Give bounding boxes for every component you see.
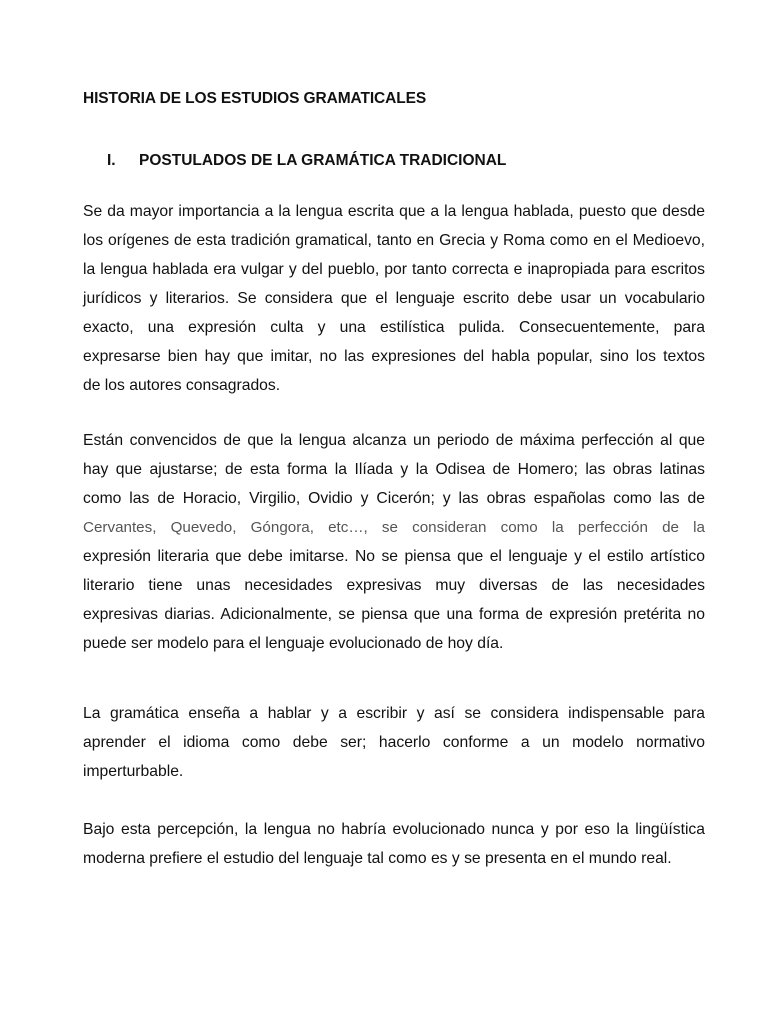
paragraph-line: los orígenes de esta tradición gramatical, tanto en Grecia y Roma como en el Medioevo, <box>83 232 705 249</box>
paragraph-2 <box>83 426 705 658</box>
paragraph-line: Cervantes, Quevedo, Góngora, etc…, se consideran como la perfección de la <box>83 519 705 536</box>
paragraph-line: expresarse bien hay que imitar, no las expresiones del habla popular, sino los textos <box>83 348 705 365</box>
paragraph-line: de los autores consagrados. <box>83 377 281 394</box>
paragraph-line: Se da mayor importancia a la lengua escrita que a la lengua hablada, puesto que desde <box>83 203 705 220</box>
paragraph-line: moderna prefiere el estudio del lenguaje tal como es y se presenta en el mundo real. <box>83 850 672 867</box>
paragraph-line: Están convencidos de que la lengua alcanza un periodo de máxima perfección al que <box>83 432 705 449</box>
paragraph-line: imperturbable. <box>83 763 184 780</box>
paragraph-4 <box>83 815 705 873</box>
document-title: HISTORIA DE LOS ESTUDIOS GRAMATICALES <box>83 90 427 107</box>
section-title: POSTULADOS DE LA GRAMÁTICA TRADICIONAL <box>139 152 507 169</box>
paragraph-line: literario tiene unas necesidades expresivas muy diversas de las necesidades <box>83 577 705 594</box>
paragraph-1 <box>83 197 705 400</box>
paragraph-line: expresivas diarias. Adicionalmente, se piensa que una forma de expresión pretérita no <box>83 606 705 623</box>
paragraph-3 <box>83 699 705 786</box>
paragraph-line: puede ser modelo para el lenguaje evolucionado de hoy día. <box>83 635 504 652</box>
paragraph-line: Bajo esta percepción, la lengua no habría evolucionado nunca y por eso la lingüística <box>83 821 705 838</box>
section-number: I. <box>107 152 116 169</box>
paragraph-line: aprender el idioma como debe ser; hacerlo conforme a un modelo normativo <box>83 734 705 751</box>
paragraph-line: como las de Horacio, Virgilio, Ovidio y Cicerón; y las obras españolas como las de <box>83 490 705 507</box>
paragraph-line: exacto, una expresión culta y una estilística pulida. Consecuentemente, para <box>83 319 705 336</box>
paragraph-line: hay que ajustarse; de esta forma la Ilíada y la Odisea de Homero; las obras latinas <box>83 461 705 478</box>
paragraph-line: jurídicos y literarios. Se considera que el lenguaje escrito debe usar un vocabulario <box>83 290 705 307</box>
paragraph-line: la lengua hablada era vulgar y del pueblo, por tanto correcta e inapropiada para escritos <box>83 261 705 278</box>
section-heading <box>107 152 506 170</box>
paragraph-line: expresión literaria que debe imitarse. No se piensa que el lenguaje y el estilo artístico <box>83 548 705 565</box>
paragraph-line: La gramática enseña a hablar y a escribir y así se considera indispensable para <box>83 705 705 722</box>
